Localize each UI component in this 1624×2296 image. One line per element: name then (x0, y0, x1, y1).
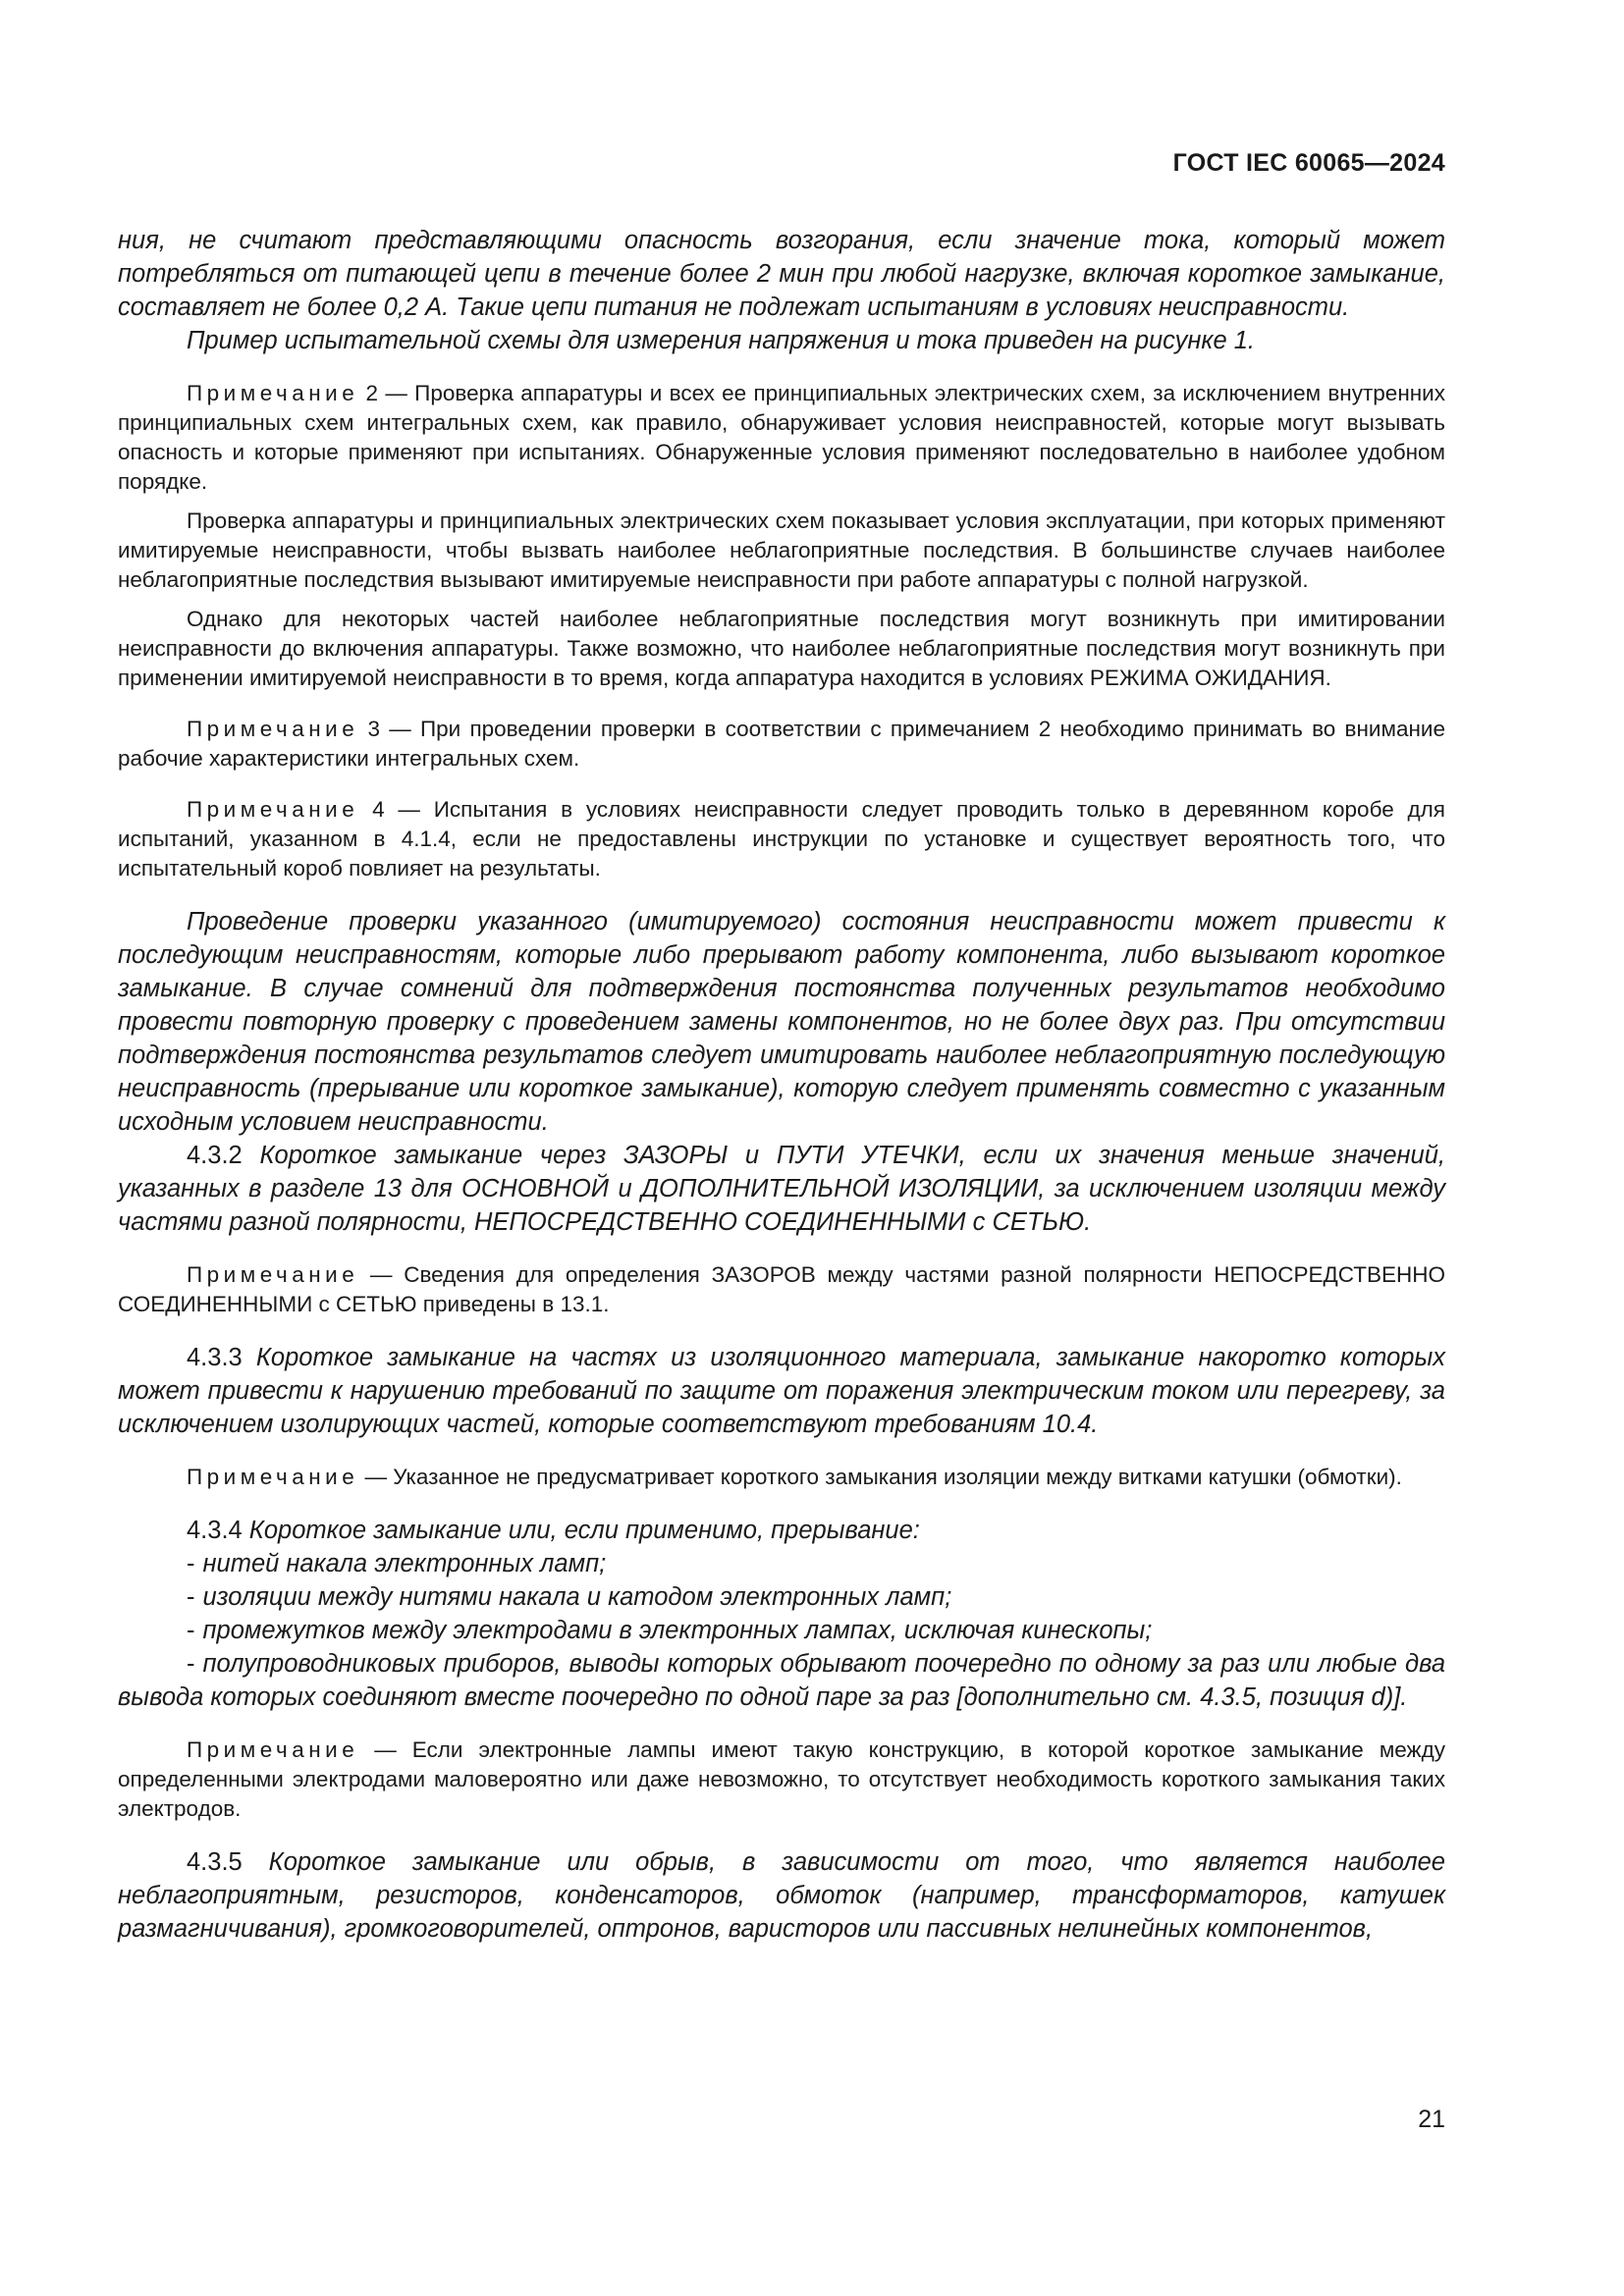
page-number: 21 (1418, 2106, 1445, 2133)
section-text: Короткое замыкание на частях из изоляционного материала, замыкание накоротко которых может привести к нарушению требований по защите от поражения электрическим током или перегреву, за исключением изолирующих частей, которые соответствуют требованиям 10.4. (118, 1344, 1445, 1438)
note-text: — Указанное не предусматривает короткого замыкания изоляции между витками катушки (обмотки). (358, 1465, 1402, 1489)
list-item: - изоляции между нитями накала и катодом электронных ламп; (187, 1583, 952, 1611)
section-number: 4.3.5 (187, 1848, 243, 1876)
note-2 (118, 379, 1445, 497)
section-number: 4.3.2 (187, 1142, 243, 1169)
note-text: 3 — При проведении проверки в соответствии с примечанием 2 необходимо принимать во внимание рабочие характеристики интегральных схем. (118, 717, 1445, 771)
note-label: Примечание (187, 1465, 359, 1489)
list-item: - нитей накала электронных ламп; (187, 1550, 607, 1577)
note-4-3-3 (118, 1463, 1445, 1492)
note-label: Примечание (187, 797, 359, 822)
note-label: Примечание (187, 717, 359, 741)
note-label: Примечание (187, 381, 359, 405)
note-label: Примечание (187, 1737, 359, 1762)
section-text: Короткое замыкание или, если применимо, прерывание: (242, 1517, 920, 1544)
paragraph-example-figure: Пример испытательной схемы для измерения напряжения и тока приведен на рисунке 1. (187, 327, 1255, 354)
note-4-3-4 (118, 1735, 1445, 1824)
section-4-3-4 (118, 1514, 1445, 1547)
note-label: Примечание (187, 1262, 359, 1287)
note-2-paragraph-2: Проверка аппаратуры и принципиальных электрических схем показывает условия эксплуатации, при которых применяют имитируемые неисправности, чтобы вызвать наиболее неблагоприятные последствия. В большинстве случаев наиболее неблагоприятные последствия вызывают имитируемые неисправности при работе аппаратуры с полной нагрузкой. (118, 508, 1445, 592)
section-4-3-2 (118, 1139, 1445, 1239)
note-text: — Сведения для определения ЗАЗОРОВ между частями разной полярности НЕПОСРЕДСТВЕННО СОЕДИНЕННЫМИ с СЕТЬЮ приведены в 13.1. (118, 1262, 1445, 1316)
section-number: 4.3.4 (187, 1517, 243, 1544)
note-3 (118, 715, 1445, 774)
section-4-3-5 (118, 1845, 1445, 1946)
note-4-3-2 (118, 1260, 1445, 1319)
note-text: 2 — Проверка аппаратуры и всех ее принципиальных электрических схем, за исключением внутренних принципиальных схем интегральных схем, как правило, обнаруживает условия неисправностей, которые могут вызывать опасность и которые применяют при испытаниях. Обнаруженные условия применяют последовательно в наиболее удобном порядке. (118, 381, 1445, 494)
section-text: Короткое замыкание через ЗАЗОРЫ и ПУТИ УТЕЧКИ, если их значения меньше значений, указанных в разделе 13 для ОСНОВНОЙ и ДОПОЛНИТЕЛЬНОЙ ИЗОЛЯЦИИ, за исключением изоляции между частями разной полярности, НЕПОСРЕДСТВЕННО СОЕДИНЕННЫМИ с СЕТЬЮ. (118, 1142, 1445, 1236)
section-text: Короткое замыкание или обрыв, в зависимости от того, что является наиболее неблагоприятным, резисторов, конденсаторов, обмоток (например, трансформаторов, катушек размагничивания), громкоговорителей, оптронов, варисторов или пассивных нелинейных компонентов, (118, 1848, 1445, 1943)
paragraph-fault-verification: Проведение проверки указанного (имитируемого) состояния неисправности может привести к последующим неисправностям, которые либо прерывают работу компонента, либо вызывают короткое замыкание. В случае сомнений для подтверждения постоянства полученных результатов необходимо провести повторную проверку с проведением замены компонентов, но не более двух раз. При отсутствии подтверждения постоянства результатов следует имитировать наиболее неблагоприятную последующую неисправность (прерывание или короткое замыкание), которую следует применять совместно с указанным исходным условием неисправности. (118, 908, 1445, 1136)
note-text: — Если электронные лампы имеют такую конструкцию, в которой короткое замыкание между определенными электродами маловероятно или даже невозможно, то отсутствует необходимость короткого замыкания таких электродов. (118, 1737, 1445, 1821)
standard-header: ГОСТ IEC 60065—2024 (1172, 149, 1445, 177)
note-4 (118, 795, 1445, 883)
list-item: - промежутков между электродами в электронных лампах, исключая кинескопы; (187, 1617, 1153, 1644)
page-content (118, 224, 1445, 1946)
paragraph-continuation: ния, не считают представляющими опасность возгорания, если значение тока, который может потребляться от питающей цепи в течение более 2 мин при любой нагрузке, включая короткое замыкание, составляет не более 0,2 А. Такие цепи питания не подлежат испытаниям в условиях неисправности. (118, 227, 1445, 321)
list-item: - полупроводниковых приборов, выводы которых обрывают поочередно по одному за раз или любые два вывода которых соединяют вместе поочередно по одной паре за раз [дополнительно см. 4.3.5, позиция d)]. (118, 1650, 1445, 1711)
section-4-3-3 (118, 1341, 1445, 1441)
section-number: 4.3.3 (187, 1344, 243, 1371)
note-text: 4 — Испытания в условиях неисправности следует проводить только в деревянном коробе для испытаний, указанном в 4.1.4, если не предоставлены инструкции по установке и существует вероятность того, что испытательный короб повлияет на результаты. (118, 797, 1445, 881)
note-2-paragraph-3: Однако для некоторых частей наиболее неблагоприятные последствия могут возникнуть при имитировании неисправности до включения аппаратуры. Также возможно, что наиболее неблагоприятные последствия могут возникнуть при применении имитируемой неисправности в то время, когда аппаратура находится в условиях РЕЖИМА ОЖИДАНИЯ. (118, 607, 1445, 690)
section-4-3-4-list (118, 1547, 1445, 1714)
